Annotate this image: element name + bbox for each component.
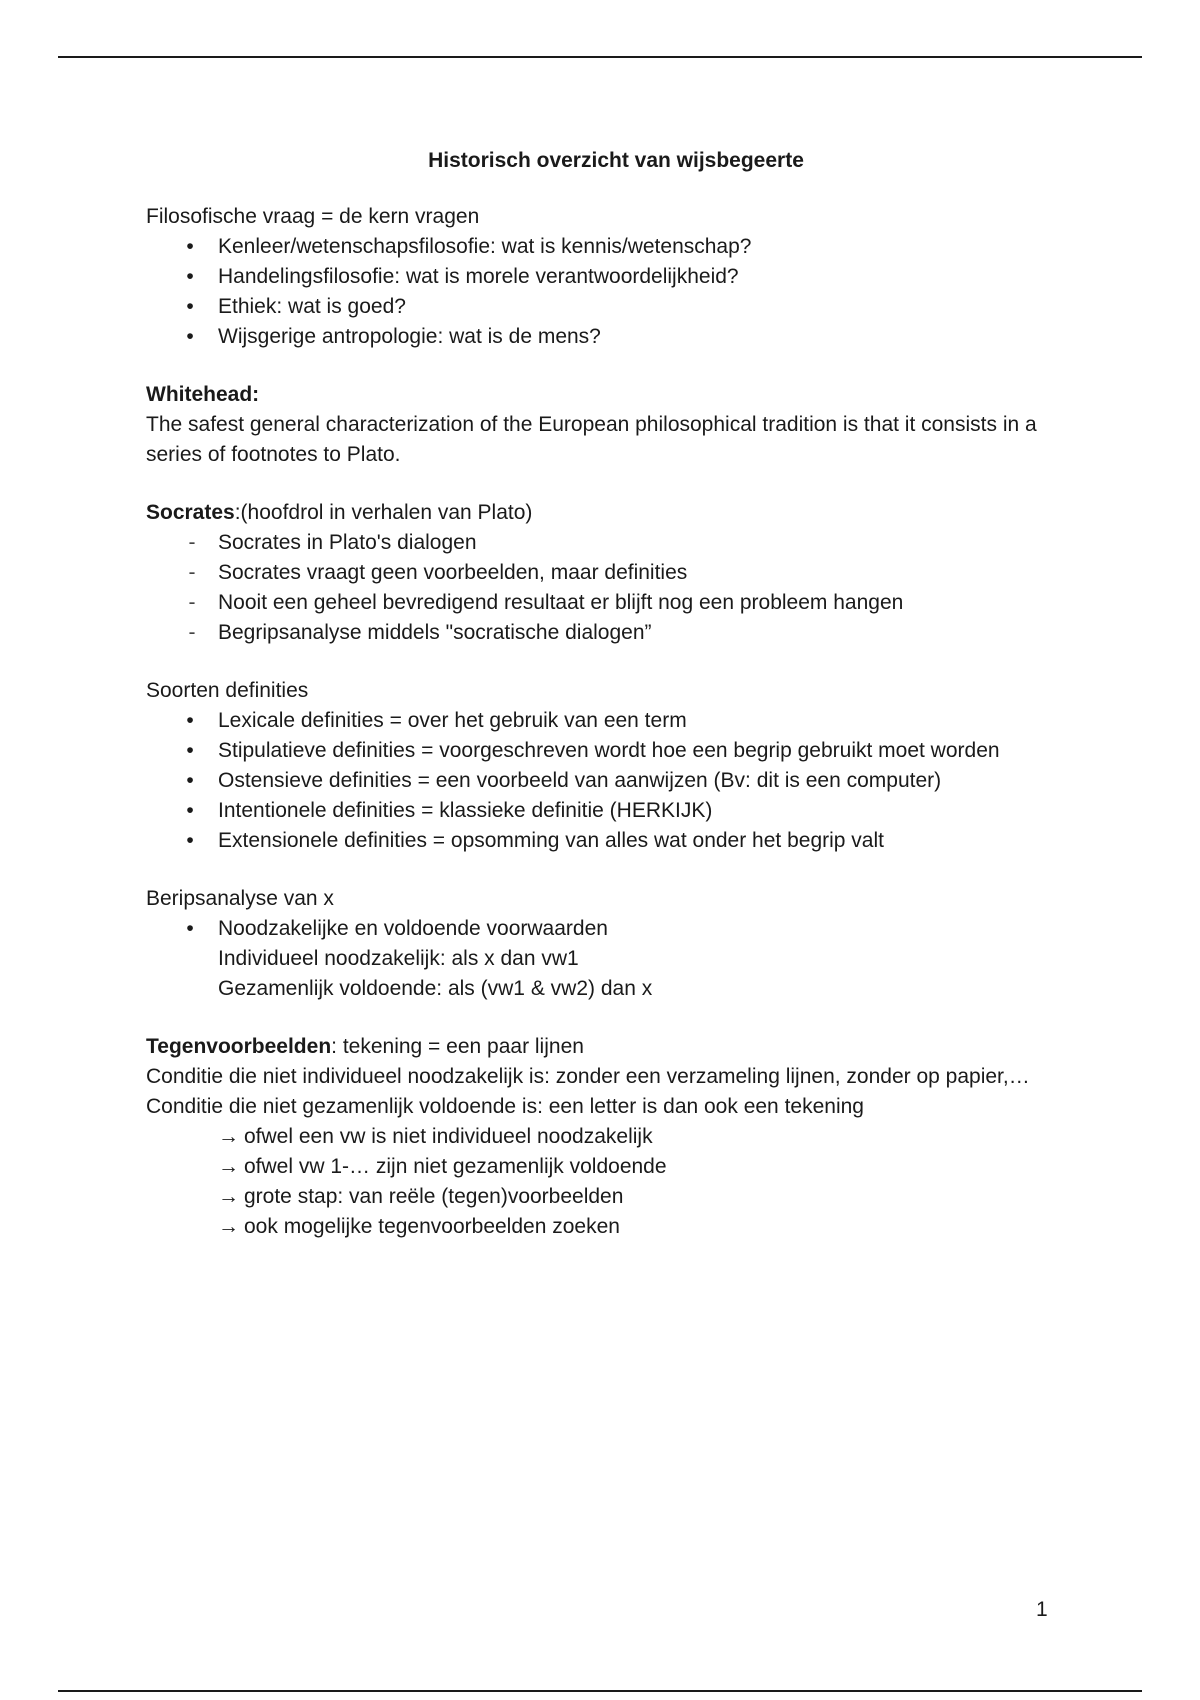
list-item: • Handelingsfilosofie: wat is morele verantwoordelijkheid? bbox=[146, 262, 1086, 292]
bullet-icon: • bbox=[186, 709, 194, 732]
dash-icon: - bbox=[188, 591, 196, 614]
list-item: - Socrates vraagt geen voorbeelden, maar definities bbox=[146, 558, 1086, 588]
arrow-right-icon: → bbox=[218, 1215, 239, 1238]
dash-icon: - bbox=[188, 531, 196, 554]
list-item: - Socrates in Plato's dialogen bbox=[146, 528, 1086, 558]
filosofische-intro: Filosofische vraag = de kern vragen bbox=[146, 205, 480, 228]
arrow-item: → ofwel vw 1-… zijn niet gezamenlijk voldoende bbox=[146, 1152, 1086, 1182]
bullet-icon: • bbox=[186, 829, 194, 852]
list-item: - Nooit een geheel bevredigend resultaat er blijft nog een probleem hangen bbox=[146, 588, 1086, 618]
tegenvoorbeelden-line-1: Conditie die niet individueel noodzakelijk is: zonder een verzameling lijnen, zonder op papier,… bbox=[146, 1065, 1030, 1088]
begripsanalyse-intro: Beripsanalyse van x bbox=[146, 887, 334, 910]
arrow-item: → ook mogelijke tegenvoorbeelden zoeken bbox=[146, 1212, 1086, 1242]
bullet-icon: • bbox=[186, 799, 194, 822]
whitehead-heading: Whitehead: bbox=[146, 383, 260, 406]
arrow-right-icon: → bbox=[218, 1125, 239, 1148]
list-item: • Noodzakelijke en voldoende voorwaarden bbox=[146, 914, 1086, 944]
bullet-icon: • bbox=[186, 769, 194, 792]
dash-icon: - bbox=[188, 561, 196, 584]
begripsanalyse-sub-1: Individueel noodzakelijk: als x dan vw1 bbox=[218, 947, 579, 970]
bullet-icon: • bbox=[186, 235, 194, 258]
document-body bbox=[146, 146, 1086, 1242]
list-item: • Extensionele definities = opsomming van alles wat onder het begrip valt bbox=[146, 826, 1086, 856]
bullet-icon: • bbox=[186, 295, 194, 318]
list-item: • Intentionele definities = klassieke definitie (HERKIJK) bbox=[146, 796, 1086, 826]
arrow-item: → grote stap: van reële (tegen)voorbeelden bbox=[146, 1182, 1086, 1212]
list-item: • Stipulatieve definities = voorgeschreven wordt hoe een begrip gebruikt moet worden bbox=[146, 736, 1086, 766]
header-rule bbox=[58, 56, 1142, 58]
begripsanalyse-sub-2: Gezamenlijk voldoende: als (vw1 & vw2) dan x bbox=[218, 977, 653, 1000]
arrow-right-icon: → bbox=[218, 1155, 239, 1178]
tegenvoorbeelden-heading: Tegenvoorbeelden: tekening = een paar lijnen bbox=[146, 1035, 584, 1058]
socrates-heading: Socrates:(hoofdrol in verhalen van Plato) bbox=[146, 501, 533, 524]
bullet-icon: • bbox=[186, 265, 194, 288]
page-number: 1 bbox=[1036, 1598, 1048, 1621]
bullet-icon: • bbox=[186, 917, 194, 940]
definities-list bbox=[146, 706, 1086, 856]
list-item: • Kenleer/wetenschapsfilosofie: wat is kennis/wetenschap? bbox=[146, 232, 1086, 262]
list-item: • Lexicale definities = over het gebruik van een term bbox=[146, 706, 1086, 736]
document-title: Historisch overzicht van wijsbegeerte bbox=[428, 149, 804, 172]
filosofische-list bbox=[146, 232, 1086, 352]
list-item: - Begripsanalyse middels "socratische dialogen” bbox=[146, 618, 1086, 648]
socrates-list bbox=[146, 528, 1086, 648]
footer-rule bbox=[58, 1690, 1142, 1692]
bullet-icon: • bbox=[186, 739, 194, 762]
definities-intro: Soorten definities bbox=[146, 679, 309, 702]
arrow-item: → ofwel een vw is niet individueel noodzakelijk bbox=[146, 1122, 1086, 1152]
list-item: • Wijsgerige antropologie: wat is de mens? bbox=[146, 322, 1086, 352]
tegenvoorbeelden-line-2: Conditie die niet gezamenlijk voldoende is: een letter is dan ook een tekening bbox=[146, 1095, 864, 1118]
list-item: • Ostensieve definities = een voorbeeld van aanwijzen (Bv: dit is een computer) bbox=[146, 766, 1086, 796]
dash-icon: - bbox=[188, 621, 196, 644]
whitehead-quote: The safest general characterization of the European philosophical tradition is that it consists in a series of footnotes to Plato. bbox=[146, 413, 1037, 466]
begripsanalyse-list bbox=[146, 914, 1086, 944]
bullet-icon: • bbox=[186, 325, 194, 348]
list-item: • Ethiek: wat is goed? bbox=[146, 292, 1086, 322]
arrow-right-icon: → bbox=[218, 1185, 239, 1208]
